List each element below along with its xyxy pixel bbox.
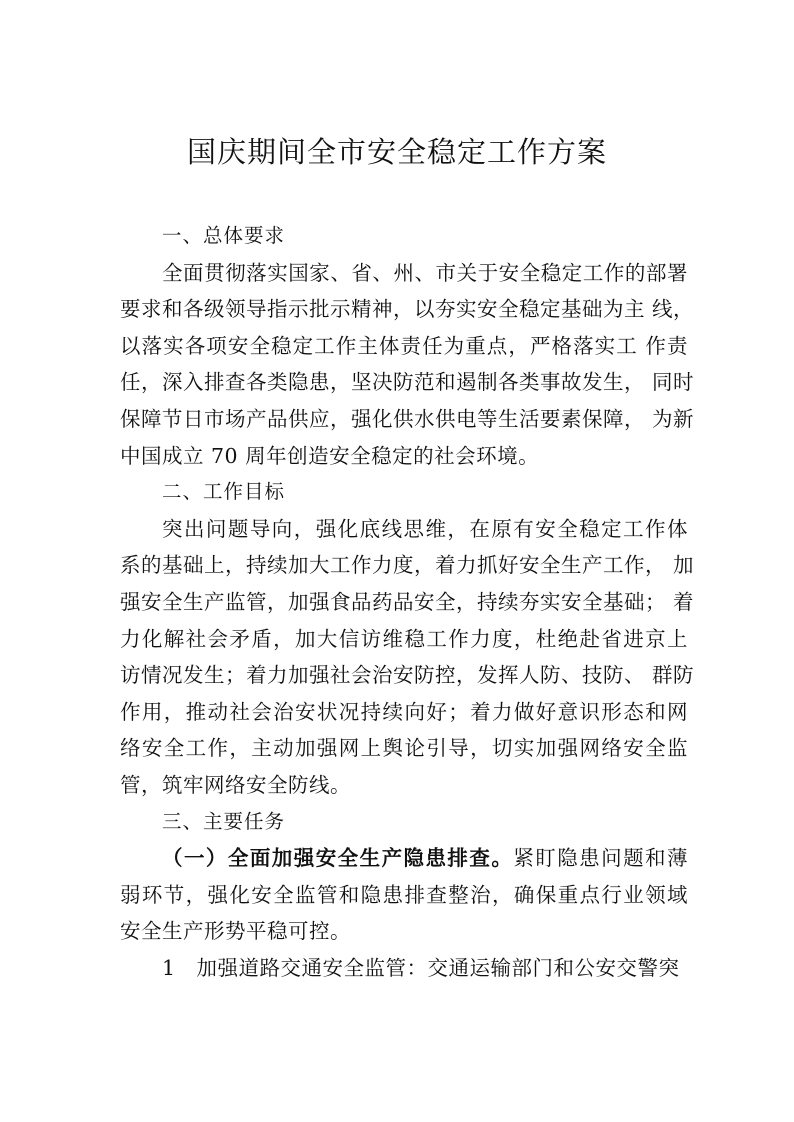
task-item-text: 紧盯隐患问题和薄 — [513, 846, 689, 871]
paragraph-line: 访情况发生；着力加强社会治安防控，发挥人防、技防、 群防 — [120, 663, 695, 688]
paragraph-line: 安全生产形势平稳可控。 — [120, 919, 351, 944]
paragraph-line: 保障节日市场产品供应，强化供水供电等生活要素保障， 为新 — [120, 406, 695, 431]
section-heading-main-tasks: 三、主要任务 — [162, 809, 286, 833]
sub-item-line: 1 加强道路交通安全监管：交通运输部门和公安交警突 — [162, 955, 680, 980]
document-body — [120, 218, 695, 986]
document-title: 国庆期间全市安全稳定工作方案 — [186, 135, 607, 169]
paragraph-line: 以落实各项安全稳定工作主体责任为重点，严格落实工 作责 — [120, 333, 688, 358]
paragraph-line: 中国成立 70 周年创造安全稳定的社会环境。 — [120, 443, 540, 468]
section-heading-work-goals: 二、工作目标 — [162, 480, 286, 504]
task-item-first-line — [120, 840, 688, 877]
paragraph-line: 作用，推动社会治安状况持续向好；着力做好意识形态和网 — [120, 699, 688, 724]
section-heading-general-requirements: 一、总体要求 — [162, 224, 286, 247]
paragraph-line: 络安全工作，主动加强网上舆论引导，切实加强网络安全监 — [120, 736, 688, 761]
paragraph-line: 要求和各级领导指示批示精神，以夯实安全稳定基础为主 线， — [120, 297, 695, 322]
paragraph-line: 系的基础上，持续加大工作力度，着力抓好安全生产工作， 加 — [120, 553, 695, 578]
task-item-lead: （一）全面加强安全生产隐患排查。 — [162, 846, 514, 871]
paragraph-line: 强安全生产监管，加强食品药品安全，持续夯实安全基础； 着 — [120, 589, 695, 614]
paragraph-line: 任，深入排查各类隐患，坚决防范和遏制各类事故发生， 同时 — [120, 370, 695, 395]
paragraph-line: 力化解社会矛盾，加大信访维稳工作力度，杜绝赴省进京上 — [120, 626, 688, 651]
paragraph-line: 突出问题导向，强化底线思维，在原有安全稳定工作体 — [162, 516, 688, 541]
paragraph-line: 管，筑牢网络安全防线。 — [120, 772, 351, 797]
paragraph-line: 弱环节，强化安全监管和隐患排查整治，确保重点行业领域 — [120, 882, 688, 907]
paragraph-line: 全面贯彻落实国家、省、州、市关于安全稳定工作的部署 — [162, 260, 688, 285]
